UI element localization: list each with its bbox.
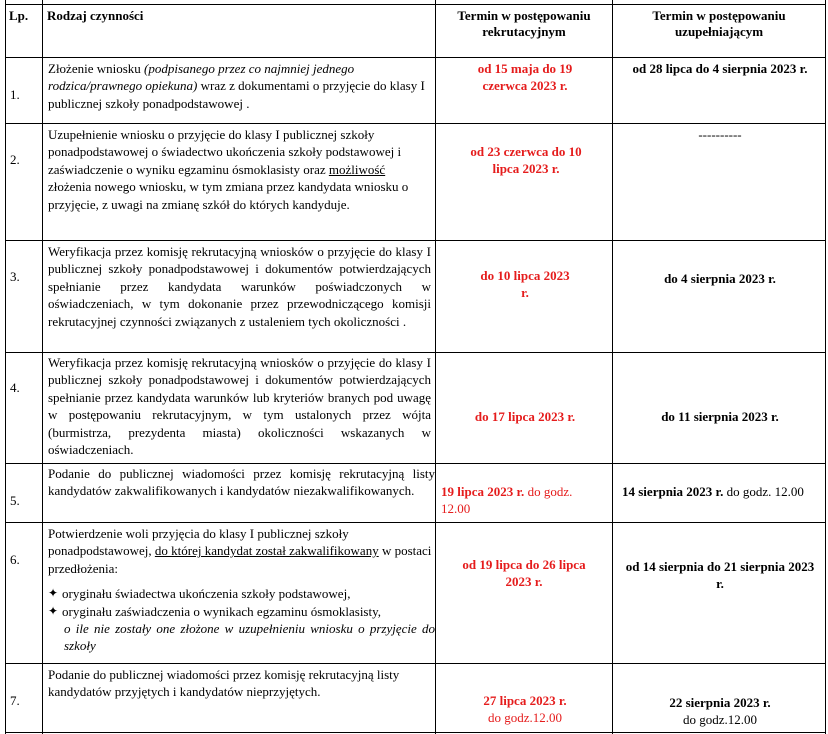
row-4-activity: Weryfikacja przez komisję rekrutacyjną wniosków o przyjęcie do klasy I publicznej szkoły ponadpodstawowej i dokumentów potwierdzających spełnianie przez kandydata warunków lub kryteriów branych pod uwagę w postępowaniu rekrutacyjnym, w tym ustalonych przez wójta (burmistrza, prezydenta miasta) okoliczności wskazanych w oświadczeniach. (48, 355, 431, 458)
row-divider (5, 522, 826, 523)
table-border-left (5, 0, 6, 734)
row-5-term-supplementary-date: 14 sierpnia 2023 r. (622, 484, 724, 499)
row-2-number: 2. (10, 152, 20, 167)
row-2-term-supplementary: ---------- (698, 127, 742, 142)
row-5-term-supplementary (622, 483, 812, 500)
table-border-right (825, 0, 826, 734)
row-4-number: 4. (10, 380, 20, 395)
row-1-term-supplementary: od 28 lipca do 4 sierpnia 2023 r. (632, 61, 808, 76)
header-activity: Rodzaj czynności (47, 8, 144, 23)
row-5-activity: Podanie do publicznej wiadomości przez komisję rekrutacyjną listy kandydatów zakwalifikowanych i kandydatów niezakwalifikowanych. (48, 466, 435, 499)
row-6-activity-underlined: do której kandydat został zakwalifikowany (154, 543, 379, 559)
row-1-activity (48, 60, 428, 112)
row-1-term-recruitment: od 15 maja do 19 czerwca 2023 r. (477, 61, 573, 94)
row-5-number: 5. (10, 493, 20, 508)
row-7-term-recruitment-time: do godz.12.00 (487, 710, 563, 726)
row-2-activity (48, 126, 428, 213)
row-1-activity-rest: wraz z dokumentami o przyjęcie do klasy I publicznej szkoły ponadpodstawowej . (48, 78, 425, 111)
row-1-number: 1. (10, 87, 20, 102)
row-divider (5, 663, 826, 664)
table-border-lp (42, 0, 43, 734)
header-term-supplementary: Termin w postępowaniu uzupełniającym (652, 8, 786, 39)
four-point-star-icon: ✦ (48, 586, 59, 601)
row-2-activity-text: Uzupełnienie wniosku o przyjęcie do klasy I publicznej szkoły ponadpodstawowej o świadectwo ukończenia szkoły podstawowej i zaświadczenie o wyniku egzaminu ósmoklasisty oraz (48, 127, 402, 177)
row-7-term-recruitment (440, 692, 610, 727)
row-3-activity: Weryfikacja przez komisję rekrutacyjną wniosków o przyjęcie do klasy I publicznej szkoły ponadpodstawowej i dokumentów potwierdzających spełnianie przez kandydata warunków poświadczonych w oświadczeniach, w tym dokonanie przez przewodniczącego komisji rekrutacyjnej czynności związanych z ustaleniem tych okoliczności . (48, 244, 431, 329)
row-3-term-supplementary: do 4 sierpnia 2023 r. (664, 271, 776, 286)
header-lp: Lp. (9, 8, 29, 23)
row-1-activity-parenthetical: (podpisanego przez co najmniej jednego rodzica/prawnego opiekuna) (48, 61, 355, 94)
row-6-bullet-item (48, 585, 435, 602)
row-5-term-recruitment-date: 19 lipca 2023 r. (441, 484, 525, 499)
row-divider (5, 463, 826, 464)
row-2-activity-rest: złożenia nowego wniosku, w tym zmiana przez kandydata wniosku o przyjęcie, z uwagi na zmianę szkół do których kandyduje. (48, 179, 409, 212)
row-6-activity-intro (48, 525, 435, 577)
row-divider (5, 240, 826, 241)
row-divider (5, 57, 826, 58)
row-7-number: 7. (10, 693, 20, 708)
row-6-bullet-item (48, 603, 435, 620)
row-6-activity-rest: w postaci przedłożenia: (48, 543, 432, 576)
row-divider (5, 352, 826, 353)
table-border-activity (435, 0, 436, 734)
row-2-activity-underlined: możliwość (328, 161, 386, 177)
row-5-term-recruitment-time: do godz. 12.00 (441, 484, 573, 517)
row-divider (5, 123, 826, 124)
row-6-number: 6. (10, 552, 20, 567)
row-7-term-recruitment-date: 27 lipca 2023 r. (483, 693, 567, 708)
four-point-star-icon: ✦ (48, 603, 59, 618)
table-border-term1 (612, 0, 613, 734)
row-4-term-recruitment: do 17 lipca 2023 r. (474, 409, 576, 424)
row-6-note: o ile nie zostały one złożone w uzupełnieniu wniosku o przyjęcie do szkoły (64, 621, 435, 654)
row-7-term-supplementary-time: do godz.12.00 (682, 712, 758, 728)
row-1-activity-text: Złożenie wniosku (48, 61, 145, 76)
row-7-term-supplementary (625, 694, 815, 729)
row-6-activity-text: Potwierdzenie woli przyjęcia do klasy I publicznej szkoły ponadpodstawowej, (48, 526, 349, 559)
row-6-bullet-text: oryginału zaświadczenia o wynikach egzaminu ósmoklasisty, (62, 603, 382, 619)
row-6-term-supplementary: od 14 sierpnia do 21 sierpnia 2023 r. (625, 559, 815, 592)
row-7-activity: Podanie do publicznej wiadomości przez komisję rekrutacyjną listy kandydatów przyjętych i kandydatów nieprzyjętych. (48, 667, 400, 700)
row-5-term-recruitment (441, 483, 601, 518)
row-3-term-recruitment: do 10 lipca 2023 r. (480, 268, 570, 301)
header-term-recruitment: Termin w postępowaniu rekrutacyjnym (457, 8, 591, 39)
table-border-bottom (5, 732, 826, 733)
row-2-term-recruitment: od 23 czerwca do 10 lipca 2023 r. (470, 144, 582, 177)
row-3-number: 3. (10, 269, 20, 284)
row-7-term-supplementary-date: 22 sierpnia 2023 r. (669, 695, 771, 710)
row-6-term-recruitment: od 19 lipca do 26 lipca 2023 r. (462, 557, 586, 590)
row-6-bullet-text: oryginału świadectwa ukończenia szkoły podstawowej, (62, 586, 351, 602)
row-4-term-supplementary: do 11 sierpnia 2023 r. (661, 409, 779, 424)
row-6-activity (48, 525, 435, 655)
table-border-top (5, 4, 826, 5)
row-5-term-supplementary-time: do godz. 12.00 (723, 484, 804, 499)
